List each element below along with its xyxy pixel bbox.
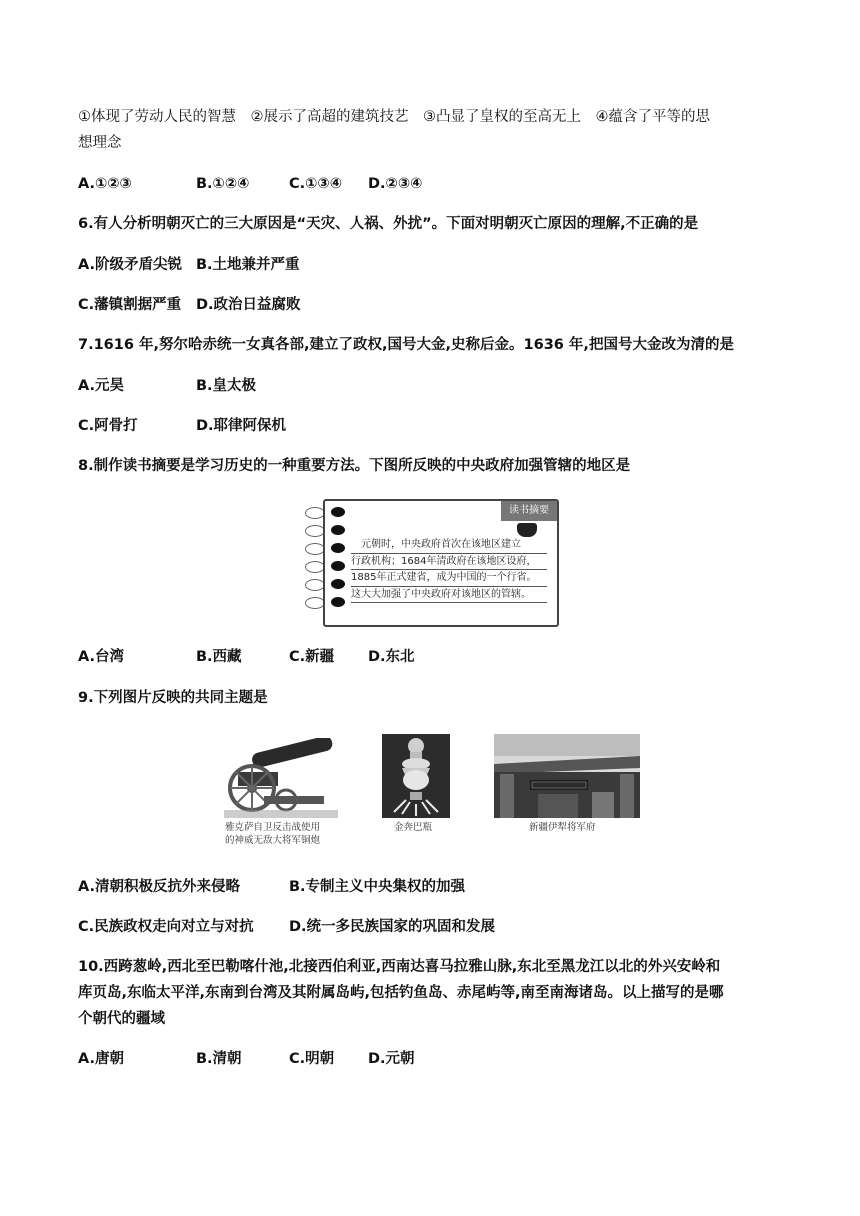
q10-stem-line1: 10.西跨葱岭,西北至巴勒喀什池,北接西伯利亚,西南达喜马拉雅山脉,东北至黑龙江以北的外兴安岭和 xyxy=(78,959,721,975)
binder-hole-icon xyxy=(331,561,345,571)
q5-option-c: C.①③④ xyxy=(289,176,342,192)
q10-option-a: A.唐朝 xyxy=(78,1051,124,1067)
binder-hole-icon xyxy=(331,579,345,589)
q7-option-c: C.阿骨打 xyxy=(78,418,138,434)
q9-stem: 9.下列图片反映的共同主题是 xyxy=(78,690,268,706)
q5-option-d: D.②③④ xyxy=(368,176,423,192)
q7-option-b: B.皇太极 xyxy=(196,378,257,394)
q5-option-b: B.①②④ xyxy=(196,176,250,192)
notebook-text xyxy=(351,537,547,603)
q8-option-d: D.东北 xyxy=(368,649,415,665)
q6-option-a: A.阶级矛盾尖锐 xyxy=(78,257,182,273)
notebook-line: 行政机构；1684年清政府在该地区设府， xyxy=(351,554,547,571)
notebook-tab: 读书摘要 xyxy=(501,501,557,521)
q9-option-a: A.清朝积极反抗外来侵略 xyxy=(78,879,240,895)
golden-urn-caption: 金奔巴瓶 xyxy=(394,822,433,833)
q10-option-d: D.元朝 xyxy=(368,1051,415,1067)
golden-urn-image xyxy=(382,734,450,818)
binder-hole-icon xyxy=(331,597,345,607)
q8-option-a: A.台湾 xyxy=(78,649,124,665)
q7-option-d: D.耶律阿保机 xyxy=(196,418,287,434)
q10-option-b: B.清朝 xyxy=(196,1051,242,1067)
reading-notes-figure xyxy=(305,497,557,625)
q7-option-a: A.元昊 xyxy=(78,378,124,394)
q6-option-d: D.政治日益腐败 xyxy=(196,297,301,313)
q5-option-a: A.①②③ xyxy=(78,176,132,192)
q8-stem: 8.制作读书摘要是学习历史的一种重要方法。下图所反映的中央政府加强管辖的地区是 xyxy=(78,458,631,474)
q9-option-b: B.专制主义中央集权的加强 xyxy=(289,879,466,895)
q10-stem-line2: 库页岛,东临太平洋,东南到台湾及其附属岛屿,包括钓鱼岛、赤尾屿等,南至南海诸岛。以上描写的是哪 xyxy=(78,985,724,1001)
notebook-line: 1885年正式建省，成为中国的一个行省。 xyxy=(351,570,547,587)
cannon-caption-line1: 雅克萨自卫反击战使用 xyxy=(225,822,321,833)
q8-option-c: C.新疆 xyxy=(289,649,335,665)
cannon-image xyxy=(224,738,338,818)
q5-statements-line2: 想理念 xyxy=(78,135,122,151)
q6-stem: 6.有人分析明朝灭亡的三大原因是“天灾、人祸、外扰”。下面对明朝灭亡原因的理解,不正确的是 xyxy=(78,216,699,232)
q8-option-b: B.西藏 xyxy=(196,649,242,665)
notebook-line: 这大大加强了中央政府对该地区的管辖。 xyxy=(351,587,547,604)
binder-ring-icon xyxy=(305,597,325,609)
q9-option-c: C.民族政权走向对立与对抗 xyxy=(78,919,254,935)
binder-hole-icon xyxy=(331,525,345,535)
q6-option-c: C.藩镇割据严重 xyxy=(78,297,182,313)
binder-ring-icon xyxy=(305,579,325,591)
yili-mansion-image xyxy=(494,734,640,818)
yili-mansion-caption: 新疆伊犁将军府 xyxy=(529,822,596,833)
q10-option-c: C.明朝 xyxy=(289,1051,335,1067)
binder-ring-icon xyxy=(305,525,325,537)
binder-hole-icon xyxy=(331,543,345,553)
binder-ring-icon xyxy=(305,543,325,555)
q5-statements-line1: ①体现了劳动人民的智慧 ②展示了高超的建筑技艺 ③凸显了皇权的至高无上 ④蕴含了平等的思 xyxy=(78,109,710,125)
q9-option-d: D.统一多民族国家的巩固和发展 xyxy=(289,919,496,935)
pointing-hand-icon xyxy=(517,523,537,537)
q7-stem: 7.1616 年,努尔哈赤统一女真各部,建立了政权,国号大金,史称后金。1636 年,把国号大金改为清的是 xyxy=(78,337,734,353)
cannon-caption-line2: 的神威无敌大将军铜炮 xyxy=(225,835,321,846)
binder-hole-icon xyxy=(331,507,345,517)
q6-option-b: B.土地兼并严重 xyxy=(196,257,300,273)
binder-ring-icon xyxy=(305,507,325,519)
notebook-line: 元朝时，中央政府首次在该地区建立 xyxy=(351,537,547,554)
q10-stem-line3: 个朝代的疆域 xyxy=(78,1011,165,1027)
binder-ring-icon xyxy=(305,561,325,573)
